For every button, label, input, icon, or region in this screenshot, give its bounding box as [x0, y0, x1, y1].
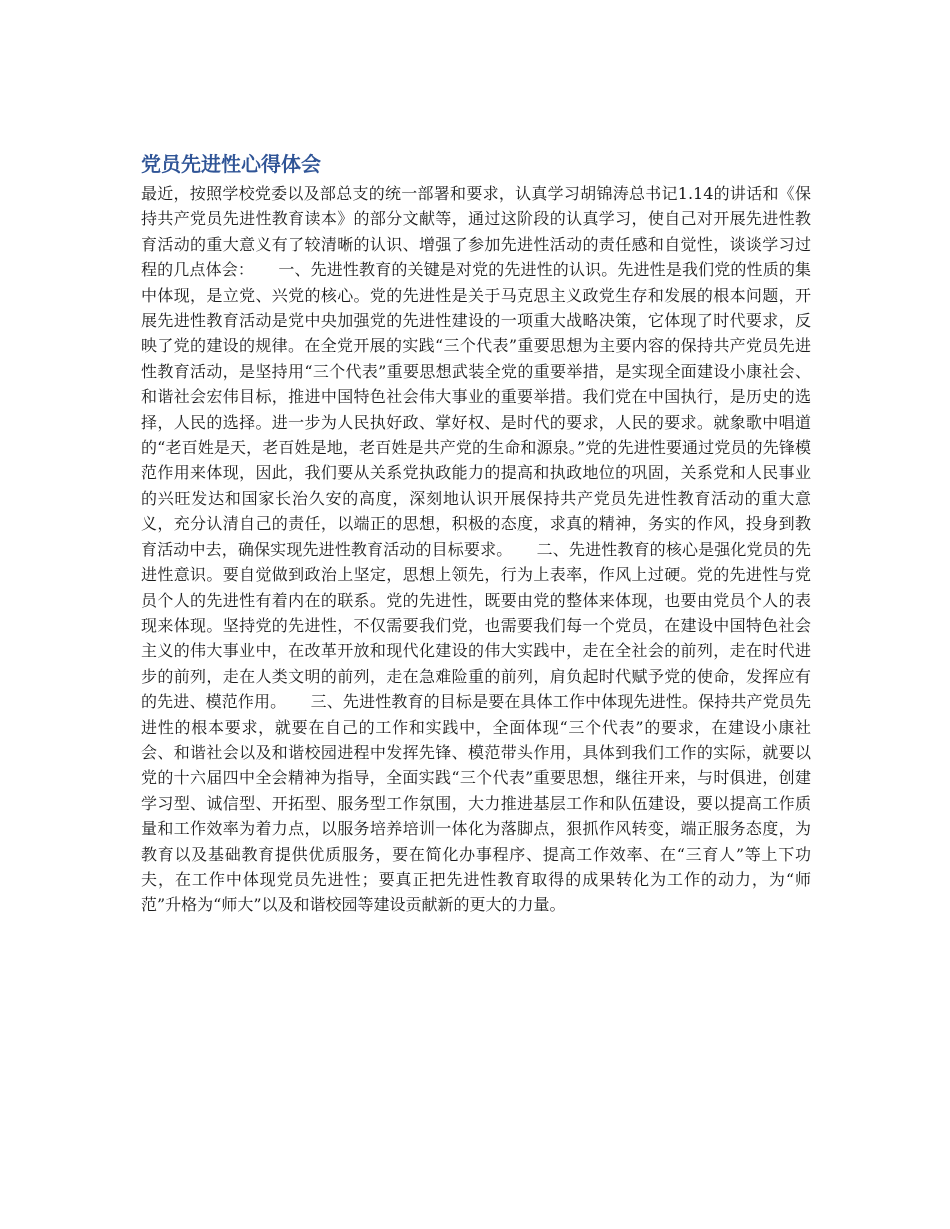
document-body-paragraph: 最近，按照学校党委以及部总支的统一部署和要求，认真学习胡锦涛总书记1.14的讲话和《保持共产党员先进性教育读本》的部分文献等，通过这阶段的认真学习，使自己对开展先进性教育活动的重大意义有了较清晰的认识、增强了参加先进性活动的责任感和自觉性，谈谈学习过程的几点体会： 一、先进性教育的关键是对党的先进性的认识。先进性是我们党的性质的集中体现，是立党、兴党的核心。党的先进性是关于马克思主义政党生存和发展的根本问题，开展先进性教育活动是党中央加强党的先进性建设的一项重大战略决策，它体现了时代要求，反映了党的建设的规律。在全党开展的实践“三个代表”重要思想为主要内容的保持共产党员先进性教育活动，是坚持用“三个代表”重要思想武装全党的重要举措，是实现全面建设小康社会、和谐社会宏伟目标，推进中国特色社会伟大事业的重要举措。我们党在中国执行，是历史的选择，人民的选择。进一步为人民执好政、掌好权、是时代的要求，人民的要求。就象歌中唱道的“老百姓是天，老百姓是地，老百姓是共产党的生命和源泉。”党的先进性要通过党员的先锋模范作用来体现，因此，我们要从关系党执政能力的提高和执政地位的巩固，关系党和人民事业的兴旺发达和国家长治久安的高度，深刻地认识开展保持共产党员先进性教育活动的重大意义，充分认清自己的责任，以端正的思想，积极的态度，求真的精神，务实的作风，投身到教育活动中去，确保实现先进性教育活动的目标要求。 二、先进性教育的核心是强化党员的先进性意识。要自觉做到政治上坚定，思想上领先，行为上表率，作风上过硬。党的先进性与党员个人的先进性有着内在的联系。党的先进性，既要由党的整体来体现，也要由党员个人的表现来体现。坚持党的先进性，不仅需要我们党，也需要我们每一个党员，在建设中国特色社会主义的伟大事业中，在改革开放和现代化建设的伟大实践中，走在全社会的前列，走在时代进步的前列，走在人类文明的前列，走在急难险重的前列，肩负起时代赋予党的使命，发挥应有的先进、模范作用。 三、先进性教育的目标是要在具体工作中体现先进性。保持共产党员先进性的根本要求，就要在自己的工作和实践中，全面体现“三个代表”的要求，在建设小康社会、和谐社会以及和谐校园进程中发挥先锋、模范带头作用，具体到我们工作的实际，就要以党的十六届四中全会精神为指导，全面实践“三个代表”重要思想，继往开来，与时俱进，创建学习型、诚信型、开拓型、服务型工作氛围，大力推进基层工作和队伍建设，要以提高工作质量和工作效率为着力点，以服务培养培训一体化为落脚点，狠抓作风转变，端正服务态度，为教育以及基础教育提供优质服务，要在简化办事程序、提高工作效率、在“三育人”等上下功夫，在工作中体现党员先进性；要真正把先进性教育取得的成果转化为工作的动力，为“师范”升格为“师大”以及和谐校园等建设贡献新的更大的力量。	[141, 184, 811, 915]
document-title: 党员先进性心得体会	[141, 152, 321, 176]
